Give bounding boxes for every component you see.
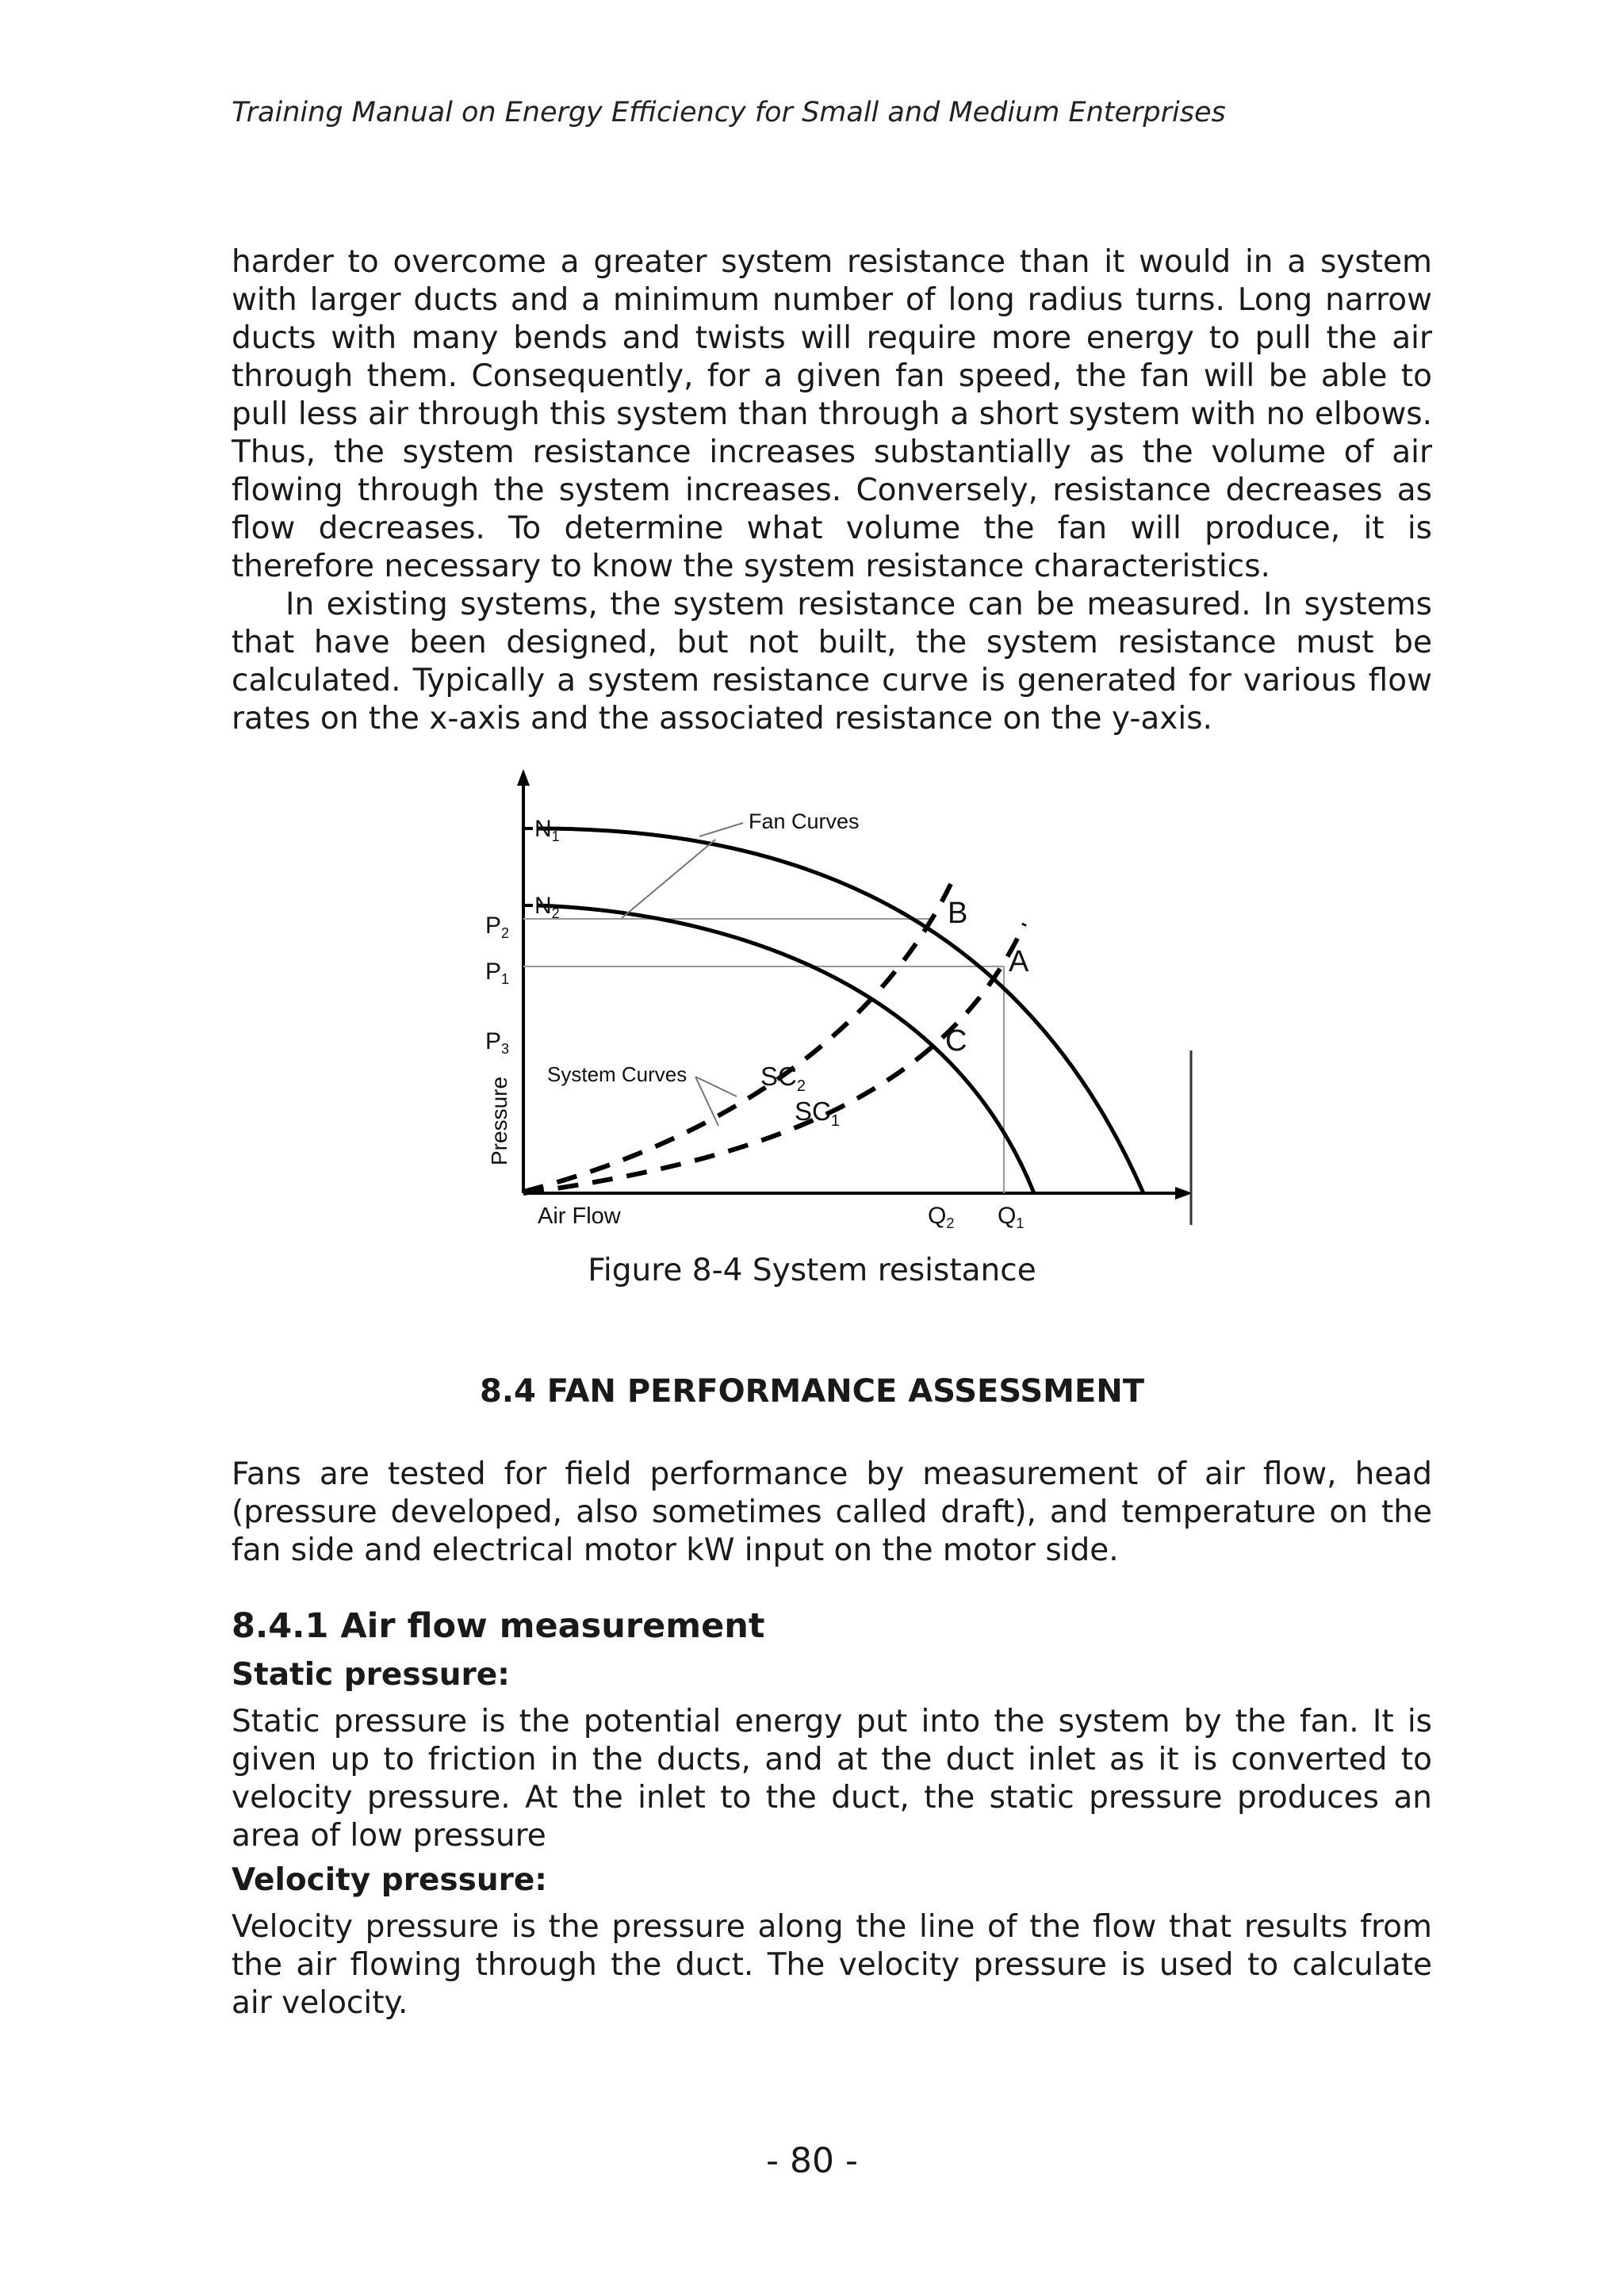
static-pressure-heading: Static pressure: xyxy=(232,1657,510,1693)
paragraph-field-performance: Fans are tested for field performance by measurement of air flow, head (pressure developed, also sometimes called draft), and temperature on the fan side and electrical motor kW input on the motor side. xyxy=(232,1456,1432,1568)
paragraph-system-resistance: harder to overcome a greater system resistance than it would in a system with larger ducts and a minimum number of long radius turns. Long narrow ducts with many bends and twists will require more energy to pull the air through them. Consequently, for a given fan speed, the fan will be able to pull less air through this system than through a short system with no elbows. Thus, the system resistance increases substantially as the volume of air flowing through the system increases. Conversely, resistance decreases as flow decreases. To determine what volume the fan will produce, it is therefore necessary to know the system resistance characteristics. xyxy=(232,244,1432,584)
label-p1: $P_1$ xyxy=(485,959,510,987)
label-p2: $P_2$ xyxy=(485,913,510,941)
label-p3: $P_3$ xyxy=(485,1028,510,1057)
label-point-c: C xyxy=(945,1024,967,1058)
fan-system-curve-diagram xyxy=(469,765,1199,1241)
static-pressure-block xyxy=(232,1703,1432,1855)
label-fan-curves: Fan Curves xyxy=(749,809,860,833)
intro-text-block xyxy=(232,243,1432,738)
label-q1: $Q_1$ xyxy=(998,1203,1025,1231)
system-resistance-figure xyxy=(469,765,1199,1241)
paragraph-velocity-pressure: Velocity pressure is the pressure along the line of the flow that results from the air flowing through the duct. The velocity pressure is used to calculate air velocity. xyxy=(232,1909,1432,2021)
section-intro-block xyxy=(232,1456,1432,1570)
paragraph-measurement: In existing systems, the system resistance can be measured. In systems that have been designed, but not built, the system resistance must be calculated. Typically a system resistance curve is generated for various flow rates on the x-axis and the associated resistance on the y-axis. xyxy=(232,587,1432,737)
velocity-pressure-block xyxy=(232,1908,1432,2022)
system-curve-sc2 xyxy=(523,884,951,1192)
subsection-heading: 8.4.1 Air flow measurement xyxy=(232,1606,765,1646)
fan-curve-n1 xyxy=(538,828,1143,1193)
velocity-pressure-heading: Velocity pressure: xyxy=(232,1862,547,1898)
label-point-b: B xyxy=(948,897,968,930)
label-pressure: Pressure xyxy=(487,1076,511,1165)
y-axis-arrow xyxy=(517,769,530,786)
fan-curves-leader-2 xyxy=(622,840,715,918)
label-air-flow: Air Flow xyxy=(538,1203,621,1229)
label-system-curves: System Curves xyxy=(547,1062,688,1086)
label-sc1: $SC_1$ xyxy=(795,1096,840,1130)
label-point-a: A xyxy=(1009,945,1029,978)
fan-curves-leader-1 xyxy=(699,823,743,836)
label-sc2: $SC_2$ xyxy=(760,1062,806,1095)
label-n2: $N_2$ xyxy=(534,893,560,921)
page-number: - 80 - xyxy=(766,2141,858,2181)
figure-caption: Figure 8-4 System resistance xyxy=(588,1253,1036,1288)
paragraph-static-pressure: Static pressure is the potential energy put into the system by the fan. It is given up to friction in the ducts, and at the duct inlet as it is converted to velocity pressure. At the inlet to the duct, the static pressure produces an area of low pressure xyxy=(232,1704,1432,1854)
system-curves-leader-1 xyxy=(695,1077,737,1096)
label-q2: $Q_2$ xyxy=(928,1203,955,1231)
running-header: Training Manual on Energy Efficiency for Small and Medium Enterprises xyxy=(232,97,1226,128)
label-n1: $N_1$ xyxy=(534,816,560,844)
section-heading: 8.4 FAN PERFORMANCE ASSESSMENT xyxy=(479,1373,1145,1410)
system-curves-leader-2 xyxy=(695,1077,718,1126)
system-curve-sc1 xyxy=(523,924,1025,1193)
